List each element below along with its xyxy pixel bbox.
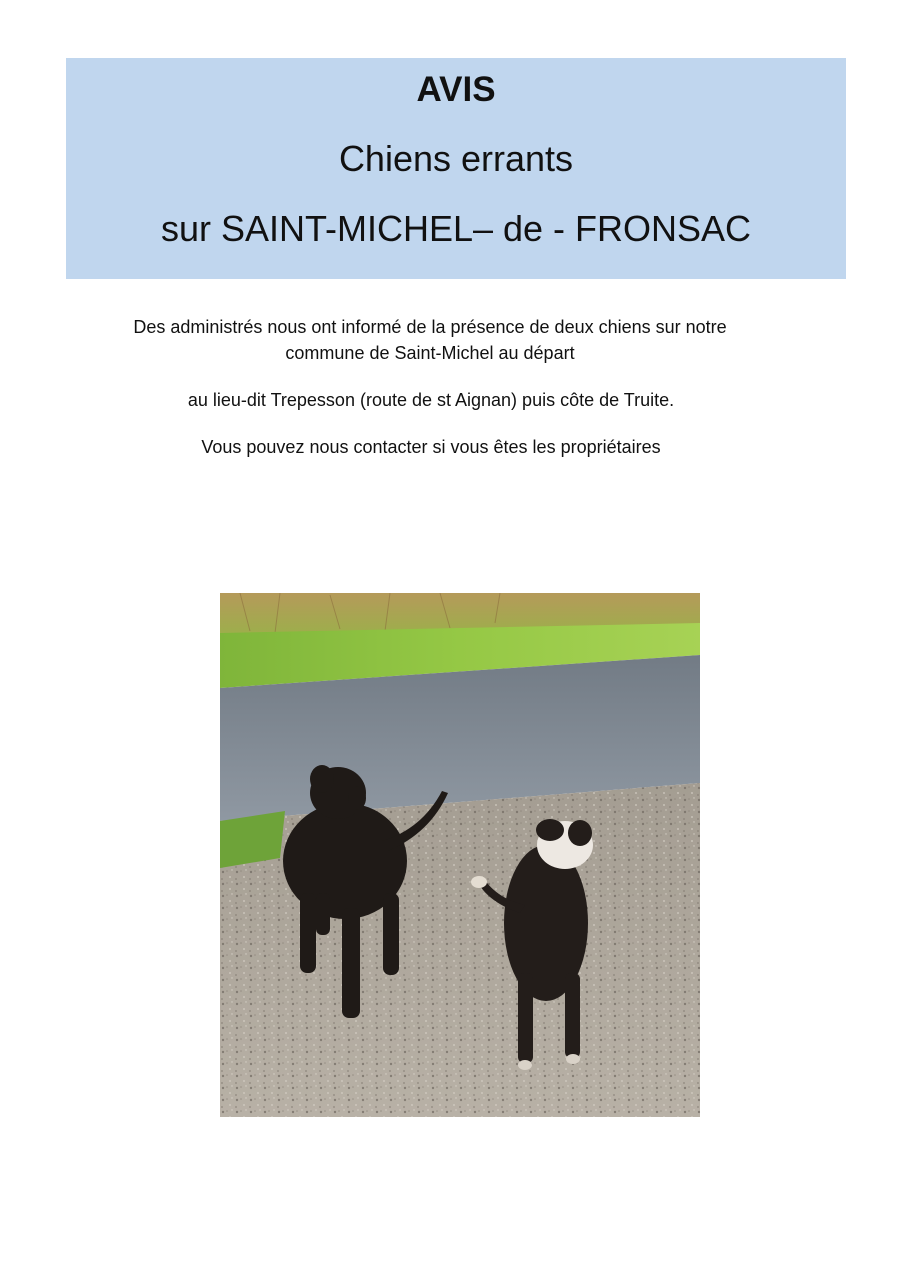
paragraph-contact: Vous pouvez nous contacter si vous êtes les propriétaires (201, 437, 661, 457)
paragraph-presence (0, 314, 880, 366)
notice-title: Chiens errants (338, 138, 574, 179)
notice-location: sur SAINT-MICHEL– de - FRONSAC (160, 208, 752, 249)
paragraph-presence-line2: commune de Saint-Michel au départ (285, 343, 575, 363)
paragraph-presence-line1: Des administrés nous ont informé de la présence de deux chiens sur notre (133, 317, 727, 337)
paragraph-location: au lieu-dit Trepesson (route de st Aignan) puis côte de Truite. (187, 390, 675, 410)
notice-heading: AVIS (416, 70, 496, 109)
dogs-photo (220, 593, 700, 1117)
notice-header (66, 58, 846, 279)
